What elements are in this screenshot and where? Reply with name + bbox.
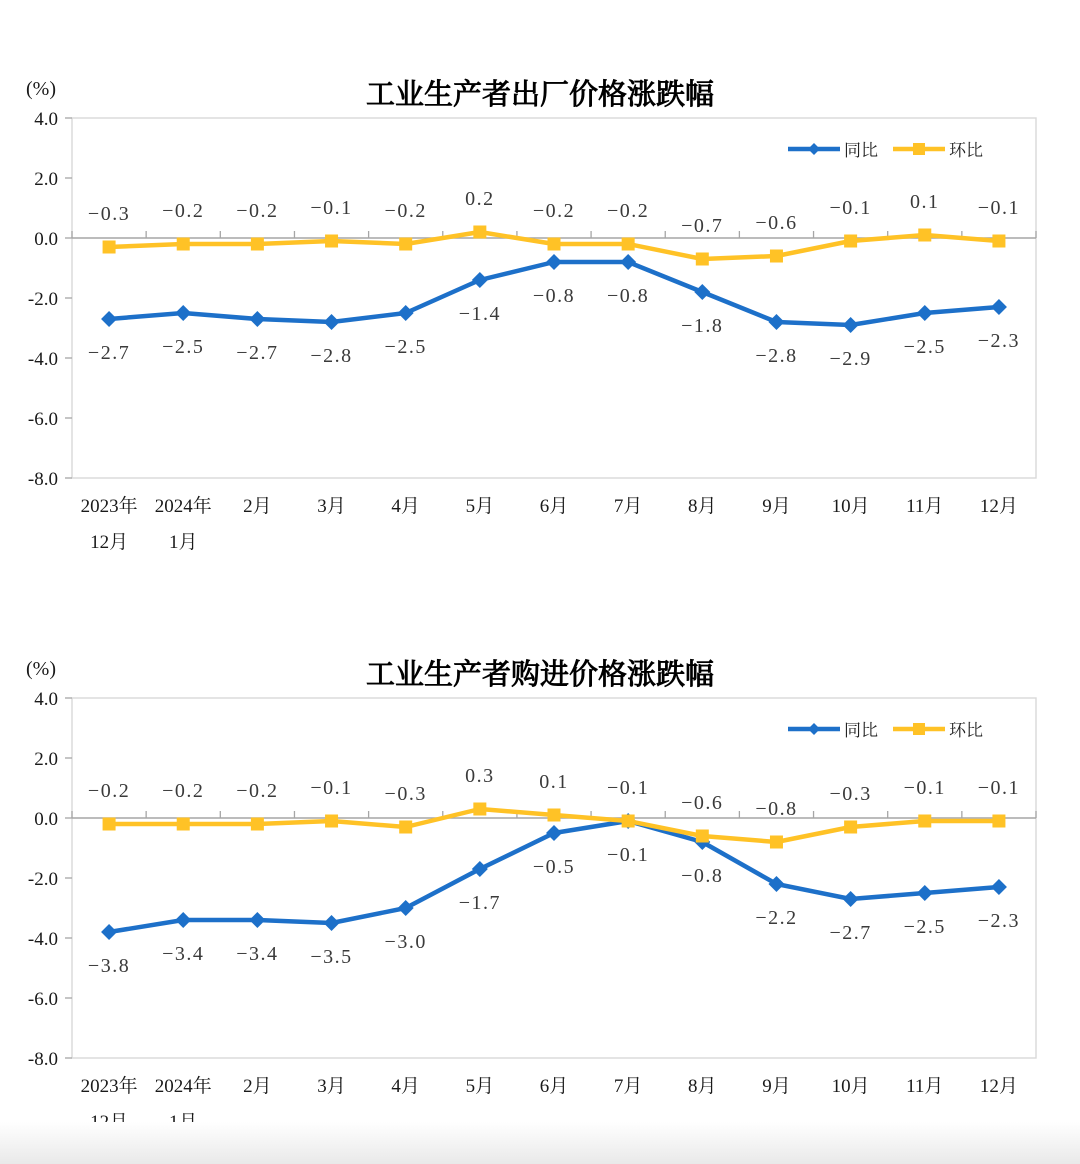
y-axis-tick-label: 4.0 xyxy=(34,109,58,130)
mom-data-label: −0.1 xyxy=(977,777,1021,799)
yoy-data-label: −2.7 xyxy=(236,342,279,364)
x-axis-category-label: 5月 xyxy=(465,1076,495,1097)
x-axis-category-label: 12月 xyxy=(979,496,1018,517)
yoy-data-point-marker xyxy=(768,314,784,330)
y-axis-tick-label: -8.0 xyxy=(27,1049,58,1070)
mom-data-point-marker xyxy=(399,238,412,251)
yoy-data-label: −0.1 xyxy=(607,844,650,866)
yoy-data-point-marker xyxy=(175,912,191,928)
mom-data-point-marker xyxy=(399,821,412,834)
yoy-data-label: −2.7 xyxy=(87,342,131,364)
mom-data-label: −0.2 xyxy=(607,200,650,222)
mom-data-point-marker xyxy=(548,238,561,251)
mom-data-label: −0.7 xyxy=(681,215,724,237)
yoy-data-label: −2.3 xyxy=(977,330,1021,352)
factory-price-chart-section xyxy=(0,60,1080,640)
purchase-price-chart-section xyxy=(0,640,1080,1164)
mom-data-point-marker xyxy=(325,815,338,828)
yoy-data-label: −2.7 xyxy=(829,922,872,944)
mom-data-point-marker xyxy=(844,821,857,834)
x-axis-category-label: 10月 xyxy=(831,496,870,517)
mom-data-point-marker xyxy=(103,818,116,831)
yoy-data-label: −2.8 xyxy=(310,345,353,367)
yoy-data-label: −2.5 xyxy=(903,916,946,938)
mom-data-label: −0.8 xyxy=(755,798,798,820)
mom-data-point-marker xyxy=(844,235,857,248)
mom-data-label: 0.1 xyxy=(539,771,569,793)
yoy-data-label: −2.3 xyxy=(977,910,1021,932)
yoy-data-point-marker xyxy=(546,825,562,841)
mom-data-label: −0.6 xyxy=(681,792,724,814)
yoy-data-point-marker xyxy=(620,254,636,270)
mom-data-point-marker xyxy=(770,836,783,849)
yoy-data-point-marker xyxy=(472,861,488,877)
x-axis-category-label: 12月 xyxy=(979,1076,1018,1097)
x-axis-category-label: 2月 xyxy=(243,1076,272,1097)
x-axis-category-label: 2024年 xyxy=(154,1076,212,1097)
mom-data-point-marker xyxy=(770,250,783,263)
yoy-data-point-marker xyxy=(101,924,117,940)
yoy-data-label: −2.2 xyxy=(755,907,798,929)
mom-data-point-marker xyxy=(251,818,264,831)
yoy-data-label: −2.5 xyxy=(384,336,427,358)
yoy-legend-label: 同比 xyxy=(844,721,878,741)
plot-border xyxy=(72,698,1036,1058)
mom-data-label: −0.2 xyxy=(384,200,427,222)
mom-data-point-marker xyxy=(103,241,116,254)
yoy-data-label: −2.5 xyxy=(162,336,205,358)
chart-title: 工业生产者出厂价格涨跌幅 xyxy=(365,77,714,111)
x-axis-category-label: 4月 xyxy=(391,1076,420,1097)
mom-data-label: −0.2 xyxy=(162,780,205,802)
mom-data-label: 0.1 xyxy=(910,191,940,213)
y-axis-unit-label: (%) xyxy=(26,78,56,100)
mom-data-point-marker xyxy=(473,226,486,239)
yoy-data-label: −3.5 xyxy=(310,946,353,968)
mom-data-point-marker xyxy=(622,238,635,251)
y-axis-tick-label: 2.0 xyxy=(34,749,58,770)
x-axis-category-label: 1月 xyxy=(168,532,198,553)
mom-data-label: −0.1 xyxy=(310,777,353,799)
yoy-data-label: −3.4 xyxy=(236,943,279,965)
mom-data-label: −0.1 xyxy=(977,197,1021,219)
yoy-data-point-marker xyxy=(398,900,414,916)
yoy-data-label: −2.5 xyxy=(903,336,946,358)
yoy-data-label: −0.8 xyxy=(681,865,724,887)
mom-legend-label: 环比 xyxy=(949,721,983,741)
mom-data-label: −0.2 xyxy=(236,200,279,222)
y-axis-unit-label: (%) xyxy=(26,658,56,680)
mom-data-label: −0.1 xyxy=(310,197,353,219)
y-axis-tick-label: 0.0 xyxy=(34,809,58,830)
yoy-data-label: −3.0 xyxy=(384,931,427,953)
yoy-data-label: −3.4 xyxy=(162,943,205,965)
x-axis-category-label: 8月 xyxy=(688,1076,717,1097)
yoy-data-point-marker xyxy=(843,317,859,333)
mom-data-label: −0.1 xyxy=(829,197,872,219)
x-axis-category-label: 6月 xyxy=(539,496,569,517)
x-axis-category-label: 2月 xyxy=(243,496,272,517)
mom-data-label: −0.3 xyxy=(829,783,872,805)
yoy-data-point-marker xyxy=(175,305,191,321)
mom-data-point-marker xyxy=(325,235,338,248)
mom-data-label: −0.2 xyxy=(162,200,205,222)
mom-data-label: −0.1 xyxy=(607,777,650,799)
mom-data-point-marker xyxy=(548,809,561,822)
y-axis-tick-label: 4.0 xyxy=(34,689,58,710)
yoy-data-label: −2.9 xyxy=(829,348,872,370)
chart-title: 工业生产者购进价格涨跌幅 xyxy=(365,657,714,691)
y-axis-tick-label: 2.0 xyxy=(34,169,58,190)
mom-data-point-marker xyxy=(473,803,486,816)
factory-price-chart-canvas xyxy=(0,60,1080,580)
x-axis-category-label: 8月 xyxy=(688,496,717,517)
y-axis-tick-label: -6.0 xyxy=(27,409,58,430)
x-axis-category-label: 7月 xyxy=(613,1076,643,1097)
mom-data-point-marker xyxy=(622,815,635,828)
yoy-data-point-marker xyxy=(249,912,265,928)
x-axis-category-label: 3月 xyxy=(317,496,346,517)
yoy-data-point-marker xyxy=(991,879,1007,895)
mom-data-point-marker xyxy=(918,229,931,242)
x-axis-category-label: 3月 xyxy=(317,1076,346,1097)
yoy-data-label: −0.8 xyxy=(532,285,576,307)
mom-data-label: −0.3 xyxy=(87,203,131,225)
mom-data-point-marker xyxy=(992,815,1005,828)
x-axis-category-label: 9月 xyxy=(762,496,791,517)
x-axis-category-label: 12月 xyxy=(90,532,129,553)
x-axis-category-label: 2023年 xyxy=(80,1076,138,1097)
yoy-data-label: −1.7 xyxy=(458,892,501,914)
x-axis-category-label: 11月 xyxy=(906,496,944,517)
x-axis-category-label: 2023年 xyxy=(80,496,138,517)
x-axis-category-label: 7月 xyxy=(613,496,643,517)
y-axis-tick-label: -4.0 xyxy=(27,929,58,950)
mom-data-point-marker xyxy=(177,238,190,251)
mom-data-point-marker xyxy=(918,815,931,828)
yoy-data-label: −0.5 xyxy=(532,856,576,878)
y-axis-tick-label: -8.0 xyxy=(27,469,58,490)
mom-data-label: −0.2 xyxy=(236,780,279,802)
yoy-data-point-marker xyxy=(694,284,710,300)
yoy-data-point-marker xyxy=(101,311,117,327)
yoy-data-label: −2.8 xyxy=(755,345,798,367)
mom-data-label: −0.2 xyxy=(532,200,576,222)
mom-data-label: −0.3 xyxy=(384,783,427,805)
mom-data-label: −0.6 xyxy=(755,212,798,234)
mom-data-point-marker xyxy=(177,818,190,831)
yoy-data-point-marker xyxy=(472,272,488,288)
yoy-data-point-marker xyxy=(249,311,265,327)
y-axis-tick-label: -2.0 xyxy=(27,289,58,310)
yoy-data-label: −3.8 xyxy=(87,955,131,977)
x-axis-category-label: 10月 xyxy=(831,1076,870,1097)
x-axis-category-label: 9月 xyxy=(762,1076,791,1097)
yoy-data-label: −0.8 xyxy=(607,285,650,307)
yoy-data-point-marker xyxy=(546,254,562,270)
mom-legend-marker xyxy=(913,143,925,155)
yoy-legend-marker xyxy=(808,723,820,735)
mom-data-point-marker xyxy=(251,238,264,251)
x-axis-category-label: 2024年 xyxy=(154,496,212,517)
yoy-data-point-marker xyxy=(324,915,340,931)
y-axis-tick-label: -6.0 xyxy=(27,989,58,1010)
mom-data-label: 0.2 xyxy=(465,188,495,210)
mom-legend-label: 环比 xyxy=(949,141,983,161)
mom-legend-marker xyxy=(913,723,925,735)
yoy-data-point-marker xyxy=(324,314,340,330)
y-axis-tick-label: -4.0 xyxy=(27,349,58,370)
mom-data-label: −0.2 xyxy=(87,780,131,802)
yoy-data-point-marker xyxy=(917,305,933,321)
mom-data-label: −0.1 xyxy=(903,777,946,799)
purchase-price-chart-canvas xyxy=(0,640,1080,1160)
yoy-data-label: −1.4 xyxy=(458,303,501,325)
yoy-data-point-marker xyxy=(917,885,933,901)
yoy-legend-marker xyxy=(808,143,820,155)
x-axis-category-label: 4月 xyxy=(391,496,420,517)
yoy-legend-label: 同比 xyxy=(844,141,878,161)
mom-data-point-marker xyxy=(696,253,709,266)
x-axis-category-label: 11月 xyxy=(906,1076,944,1097)
yoy-data-label: −1.8 xyxy=(681,315,724,337)
yoy-data-point-marker xyxy=(843,891,859,907)
mom-data-point-marker xyxy=(992,235,1005,248)
page-bottom-fade xyxy=(0,1122,1080,1164)
y-axis-tick-label: 0.0 xyxy=(34,229,58,250)
mom-data-label: 0.3 xyxy=(465,765,495,787)
x-axis-category-label: 5月 xyxy=(465,496,495,517)
yoy-data-point-marker xyxy=(398,305,414,321)
x-axis-category-label: 6月 xyxy=(539,1076,569,1097)
yoy-data-point-marker xyxy=(991,299,1007,315)
mom-data-point-marker xyxy=(696,830,709,843)
y-axis-tick-label: -2.0 xyxy=(27,869,58,890)
